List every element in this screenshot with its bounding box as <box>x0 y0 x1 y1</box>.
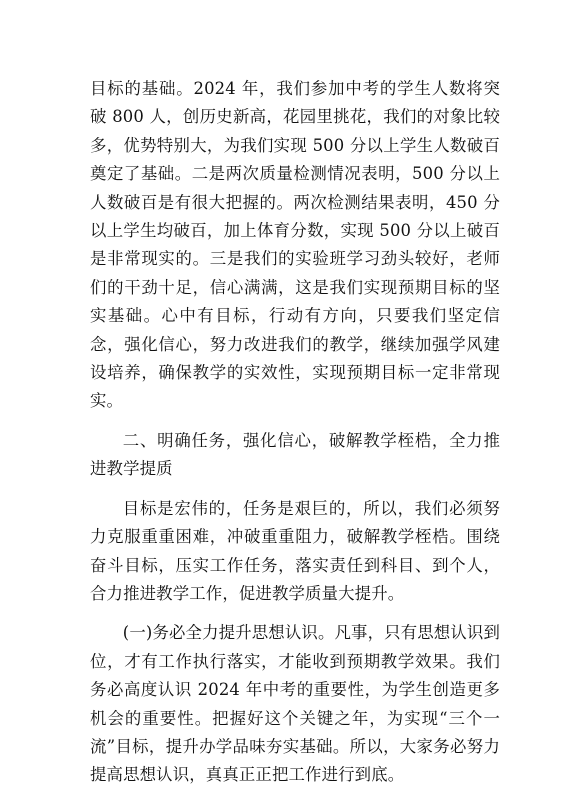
paragraph-ideological-awareness: (一)务必全力提升思想认识。凡事，只有思想认识到位，才有工作执行落实，才能收到预期教学效果。我们务必高度认识 2024 年中考的重要性，为学生创造更多机会的重要性。把握好这个关键之年，为实现“三个一流”目标，提升办学品味夯实基础。所以，大家务必努力提高思想认识，真真正正把工作进行到底。 <box>90 623 500 785</box>
section-heading-two: 二、明确任务，强化信心，破解教学桎梏，全力推进教学提质 <box>90 430 500 479</box>
document-body <box>90 75 500 790</box>
paragraph-foundation-reasons: 目标的基础。2024 年，我们参加中考的学生人数将突破 800 人，创历史新高，花园里挑花，我们的对象比较多，优势特别大，为我们实现 500 分以上学生人数破百奠定了基础。二是两次质量检测情况表明，500 分以上人数破百是有很大把握的。两次检测结果表明，450 分以上学生均破百，加上体育分数，实现 500 分以上破百是非常现实的。三是我们的实验班学习劲头较好，老师们的干劲十足，信心满满，这是我们实现预期目标的坚实基础。心中有目标，行动有方向，只要我们坚定信念，强化信心，努力改进我们的教学，继续加强学风建设培养，确保教学的实效性，实现预期目标一定非常现实。 <box>90 79 500 411</box>
paragraph-goal-tasks: 目标是宏伟的，任务是艰巨的，所以，我们必须努力克服重重困难，冲破重重阻力，破解教学桎梏。围绕奋斗目标，压实工作任务，落实责任到科目、到个人，合力推进教学工作，促进教学质量大提升。 <box>90 498 500 603</box>
